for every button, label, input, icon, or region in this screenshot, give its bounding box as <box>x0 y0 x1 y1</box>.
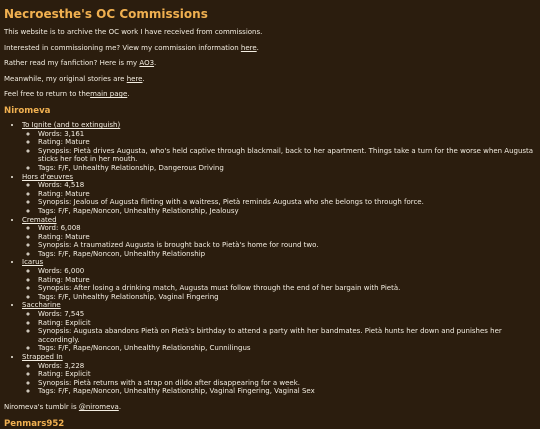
return-period: . <box>127 90 130 99</box>
tumblr-paragraph <box>4 403 536 412</box>
work-tags: ◦ Tags: F/F, Unhealthy Relationship, Dangerous Driving <box>38 164 536 173</box>
work-details <box>22 224 536 258</box>
main-page-link[interactable]: main page <box>90 90 128 99</box>
commission-text: Interested in commissioning me? View my commission information <box>4 43 241 52</box>
work-rating: ◦ Rating: Explicit <box>38 319 536 328</box>
work-tags: ◦ Tags: F/F, Unhealthy Relationship, Vaginal Fingering <box>38 293 536 302</box>
work-title-link[interactable]: Hors d'œuvres <box>22 172 74 181</box>
work-rating: ◦ Rating: Mature <box>38 233 536 242</box>
work-item <box>22 216 536 259</box>
work-words: ◦ Words: 3,161 <box>38 130 536 139</box>
work-tags: ◦ Tags: F/F, Rape/Noncon, Unhealthy Relationship, Jealousy <box>38 207 536 216</box>
work-title-link[interactable]: Cremated <box>22 215 57 224</box>
work-synopsis: ◦ Synopsis: Augusta abandons Pietà on Pietà's birthday to attend a party with her bandmates. Pietà hunts her down and punishes her accordingly. <box>38 327 536 344</box>
work-item <box>22 121 536 173</box>
work-title-link[interactable]: Strapped In <box>22 353 63 361</box>
work-title-link[interactable]: Saccharine <box>22 301 61 310</box>
work-words: ◦ Word: 6,008 <box>38 224 536 233</box>
commission-period: . <box>256 43 259 52</box>
work-words: ◦ Words: 3,228 <box>38 362 536 371</box>
work-details <box>22 310 536 353</box>
section-heading-niromeva: Niromeva <box>4 105 51 116</box>
works-list <box>4 121 536 396</box>
original-paragraph <box>4 75 536 84</box>
work-rating: ◦ Rating: Explicit <box>38 370 536 379</box>
work-item <box>22 353 536 396</box>
return-paragraph <box>4 90 536 99</box>
work-words: ◦ Words: 7,545 <box>38 310 536 319</box>
archive-paragraph <box>4 28 536 37</box>
work-details <box>22 362 536 396</box>
work-synopsis: ◦ Synopsis: Pietà drives Augusta, who's held captive through blackmail, back to her apartment. Things take a turn for the worse when Augusta sticks her foot in her mouth. <box>38 147 536 164</box>
work-synopsis: ◦ Synopsis: Jealous of Augusta flirting with a waitress, Pietà reminds Augusta who she belongs to through force. <box>38 198 536 207</box>
work-rating: ◦ Rating: Mature <box>38 276 536 285</box>
work-details <box>22 181 536 215</box>
work-details <box>22 267 536 301</box>
fanfiction-paragraph <box>4 59 536 68</box>
work-title-link[interactable]: Icarus <box>22 258 44 267</box>
work-words: ◦ Words: 4,518 <box>38 181 536 190</box>
section-heading-penmars952: Penmars952 <box>4 418 65 429</box>
work-rating: ◦ Rating: Mature <box>38 190 536 199</box>
fanfiction-period: . <box>154 59 157 68</box>
work-tags: ◦ Tags: F/F, Rape/Noncon, Unhealthy Relationship, Vaginal Fingering, Vaginal Sex <box>38 387 536 396</box>
work-item <box>22 173 536 216</box>
work-item <box>22 258 536 301</box>
ao3-link[interactable]: AO3 <box>139 59 155 68</box>
commission-paragraph <box>4 44 536 53</box>
original-period: . <box>142 74 145 83</box>
work-tags: ◦ Tags: F/F, Rape/Noncon, Unhealthy Relationship <box>38 250 536 259</box>
work-tags: ◦ Tags: F/F, Rape/Noncon, Unhealthy Relationship, Cunnilingus <box>38 344 536 353</box>
commission-info-link[interactable]: here <box>240 43 257 52</box>
tumblr-text: Niromeva's tumblr is <box>4 402 79 411</box>
page-title: Necroesthe's OC Commissions <box>4 7 208 21</box>
work-synopsis: ◦ Synopsis: A traumatized Augusta is brought back to Pietà's home for round two. <box>38 241 536 250</box>
archive-text: This website is to archive the OC work I have received from commissions. <box>4 28 263 36</box>
fanfiction-text: Rather read my fanfiction? Here is my <box>4 59 140 68</box>
return-text: Feel free to return to the <box>4 90 91 99</box>
tumblr-period: . <box>118 402 122 411</box>
work-synopsis: ◦ Synopsis: Pietà returns with a strap on dildo after disappearing for a week. <box>38 379 536 388</box>
original-stories-link[interactable]: here <box>126 74 143 83</box>
work-synopsis: ◦ Synopsis: After losing a drinking match, Augusta must follow through the end of her bargain with Pietà. <box>38 284 536 293</box>
tumblr-link[interactable]: @niromeva <box>78 402 119 411</box>
work-rating: ◦ Rating: Mature <box>38 138 536 147</box>
work-details <box>22 130 536 173</box>
work-words: ◦ Words: 6,000 <box>38 267 536 276</box>
work-item <box>22 301 536 353</box>
work-title-link[interactable]: To Ignite (and to extinguish) <box>22 120 121 129</box>
original-text: Meanwhile, my original stories are <box>4 74 127 83</box>
